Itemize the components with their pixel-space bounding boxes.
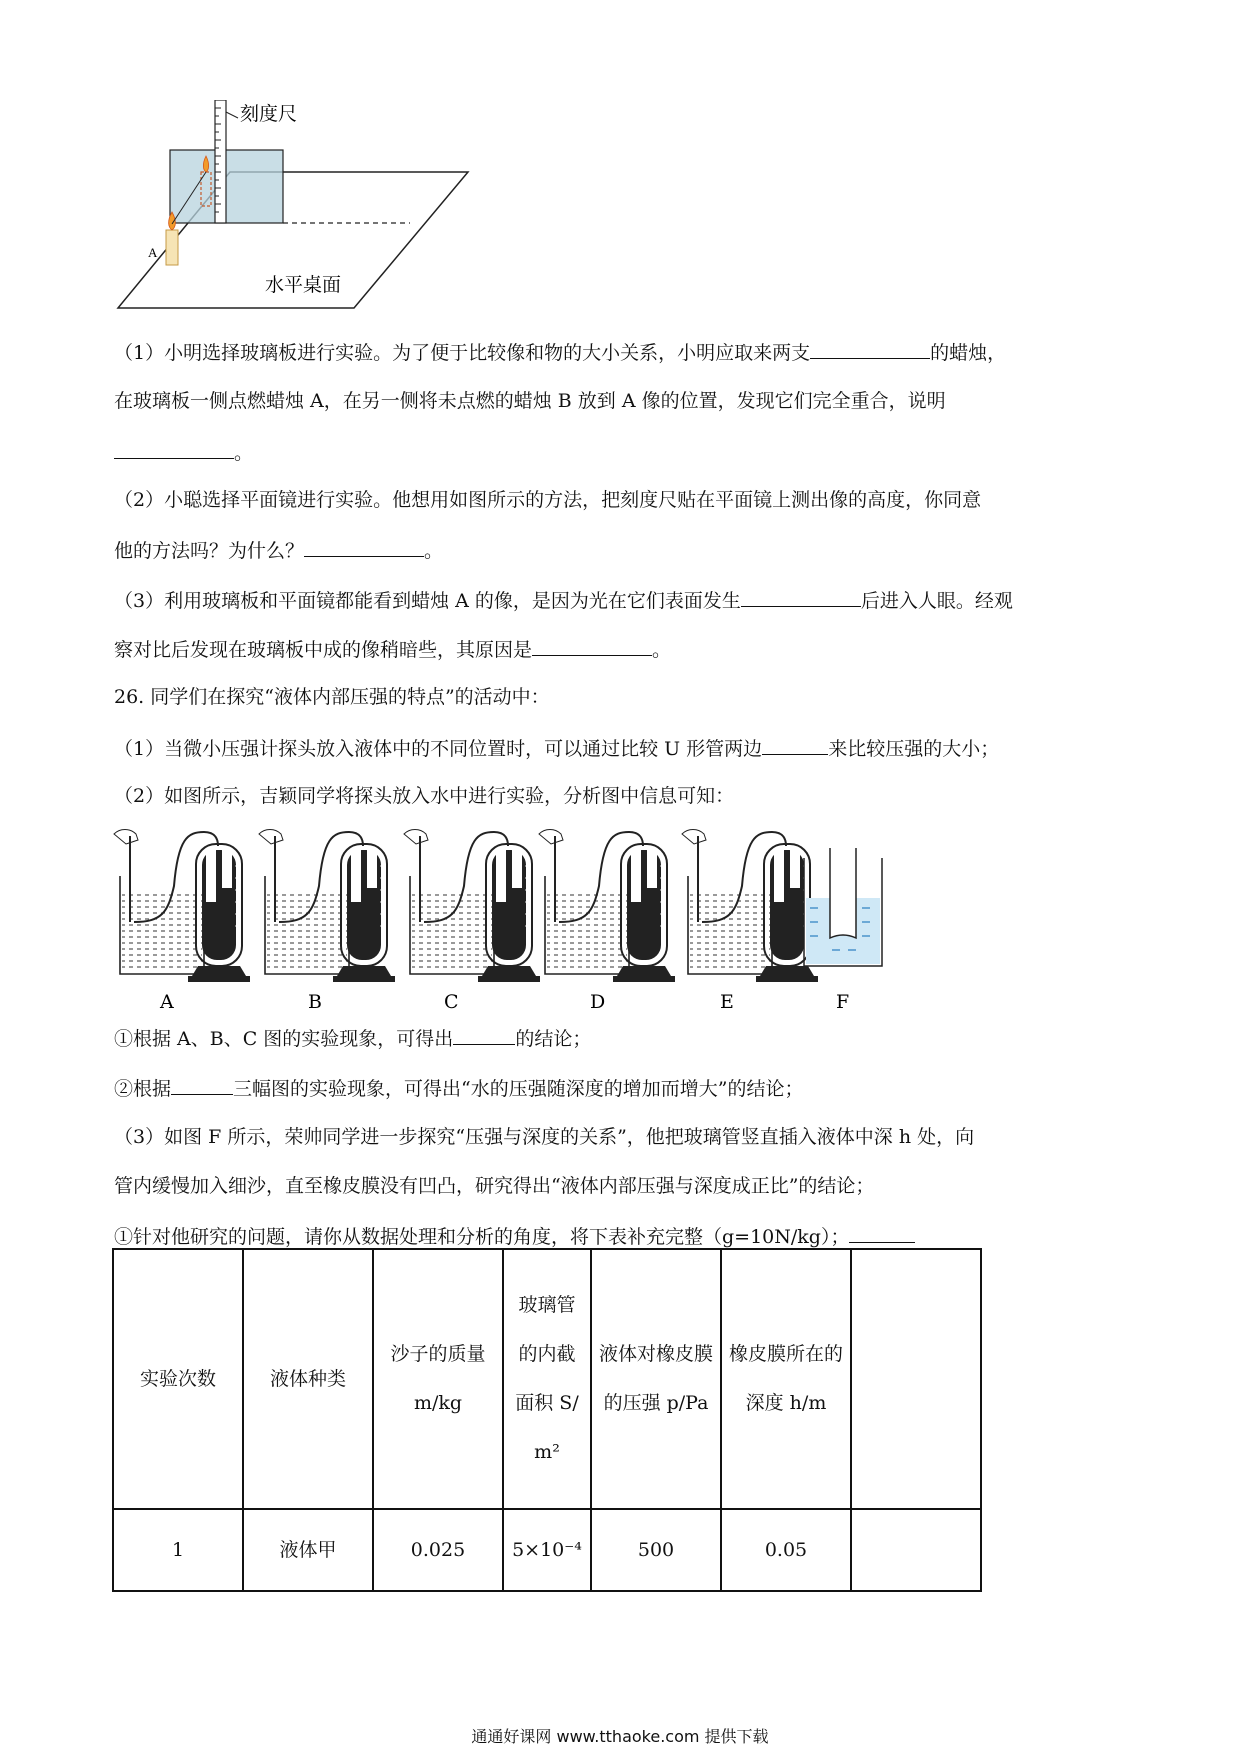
answer-blank[interactable]	[453, 1024, 515, 1045]
table-row	[113, 1509, 981, 1591]
q26-part2-conclusion2: ②根据 三幅图的实验现象，可得出“水的压强随深度的增加而增大”的结论；	[114, 1074, 803, 1102]
table-cell-blank[interactable]	[851, 1509, 981, 1591]
answer-blank[interactable]	[304, 536, 424, 557]
ruler-label: 刻度尺	[240, 103, 298, 125]
q26-part2: （2）如图所示，吉颖同学将探头放入水中进行实验，分析图中信息可知：	[114, 785, 735, 807]
answer-blank[interactable]	[171, 1074, 233, 1095]
q25-part1-line3: 。	[114, 438, 253, 466]
mirror-experiment-figure	[110, 100, 480, 315]
q26-part3-line2: 管内缓慢加入细沙，直至橡皮膜没有凹凸，研究得出“液体内部压强与深度成正比”的结论；	[114, 1175, 875, 1197]
q26-part1: （1）当微小压强计探头放入液体中的不同位置时，可以通过比较 U 形管两边 来比较压强的大小；	[114, 734, 999, 762]
figure-label-f: F	[836, 991, 850, 1013]
figure-label-b: B	[308, 991, 322, 1013]
table-cell: 0.025	[373, 1509, 503, 1591]
answer-blank[interactable]	[114, 438, 234, 459]
q25-part1-line2: 在玻璃板一侧点燃蜡烛 A，在另一侧将未点燃的蜡烛 B 放到 A 像的位置，发现它们完全重合，说明	[114, 390, 946, 412]
table-header: 液体对橡皮膜的压强 p/Pa	[591, 1249, 721, 1509]
table-surface-label: 水平桌面	[265, 274, 342, 296]
q25-part1-line1: （1）小明选择玻璃板进行实验。为了便于比较像和物的大小关系，小明应取来两支 的蜡烛，	[114, 338, 1006, 366]
figure-label-c: C	[444, 991, 459, 1013]
answer-blank[interactable]	[532, 635, 652, 656]
table-header: 玻璃管的内截面积 S/m²	[503, 1249, 591, 1509]
q25-part3-line1: （3）利用玻璃板和平面镜都能看到蜡烛 A 的像，是因为光在它们表面发生 后进入人眼。经观	[114, 586, 1013, 614]
table-header: 沙子的质量 m/kg	[373, 1249, 503, 1509]
table-cell: 5×10⁻⁴	[503, 1509, 591, 1591]
answer-blank[interactable]	[849, 1222, 915, 1243]
answer-blank[interactable]	[762, 734, 828, 755]
q25-part2-line2: 他的方法吗？为什么？ 。	[114, 536, 443, 564]
q25-part3-line2: 察对比后发现在玻璃板中成的像稍暗些，其原因是 。	[114, 635, 671, 663]
data-table	[112, 1248, 982, 1592]
candle-a-label: A	[148, 245, 158, 260]
table-header: 橡皮膜所在的深度 h/m	[721, 1249, 851, 1509]
table-cell: 液体甲	[243, 1509, 373, 1591]
table-header-row	[113, 1249, 981, 1509]
q26-title: 26. 同学们在探究“液体内部压强的特点”的活动中：	[114, 686, 550, 708]
q26-part2-conclusion1: ①根据 A、B、C 图的实验现象，可得出 的结论；	[114, 1024, 591, 1052]
table-header	[851, 1249, 981, 1509]
figure-label-e: E	[720, 991, 734, 1013]
answer-blank[interactable]	[741, 586, 861, 607]
figure-f-tube	[804, 848, 882, 966]
table-header: 实验次数	[113, 1249, 243, 1509]
answer-blank[interactable]	[810, 338, 930, 359]
q26-part3-line1: （3）如图 F 所示，荣帅同学进一步探究“压强与深度的关系”，他把玻璃管竖直插入液体中深 h 处，向	[114, 1126, 975, 1148]
table-cell: 1	[113, 1509, 243, 1591]
figure-label-d: D	[590, 991, 606, 1013]
q25-part2-line1: （2）小聪选择平面镜进行实验。他想用如图所示的方法，把刻度尺贴在平面镜上测出像的高度，你同意	[114, 489, 982, 511]
table-header: 液体种类	[243, 1249, 373, 1509]
pressure-gauge-figure	[112, 818, 992, 1013]
table-cell: 500	[591, 1509, 721, 1591]
q26-part3-table-instruction: ①针对他研究的问题，请你从数据处理和分析的角度，将下表补充完整（g=10N/kg）；	[114, 1222, 915, 1250]
page-footer: 通通好课网 www.tthaoke.com 提供下载	[471, 1727, 769, 1746]
table-cell: 0.05	[721, 1509, 851, 1591]
figure-label-a: A	[160, 991, 174, 1013]
